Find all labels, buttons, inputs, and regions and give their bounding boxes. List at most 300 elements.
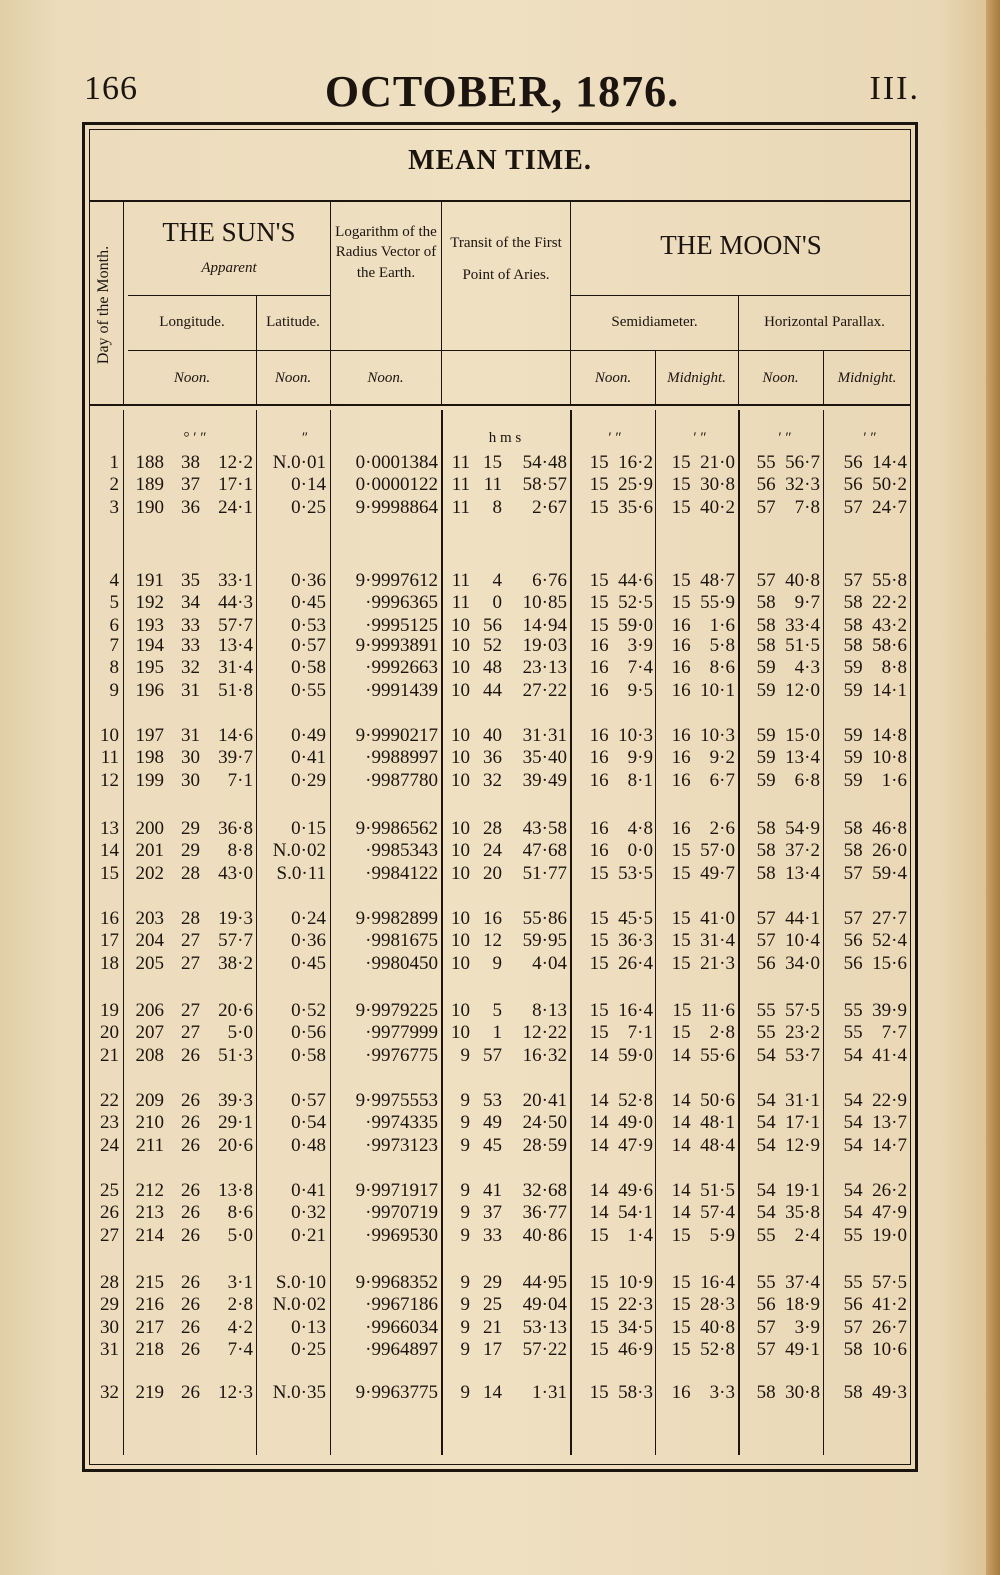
- cell-sn: 15 16·4: [589, 1000, 653, 1021]
- longitude-header: Longitude.: [159, 314, 225, 330]
- cell-lon-m: 38: [181, 452, 200, 473]
- cell-sm: 15 57·0: [671, 840, 735, 862]
- cell-day: 10: [100, 725, 119, 746]
- cell-tr-m: 52: [483, 635, 502, 656]
- cell-day: 16: [100, 908, 119, 929]
- cell-lat: 0·54: [291, 1112, 326, 1134]
- cell-pn: 55 2·4: [756, 1224, 820, 1246]
- cell-pn: 56 32·3: [756, 474, 820, 496]
- cell-sm: 15 2·8: [671, 1022, 735, 1044]
- table-row: [0, 570, 1000, 592]
- col-rule-semi: [738, 295, 739, 404]
- cell-sn: 15 59·0: [589, 614, 653, 636]
- unit-par-noon: ′ ″: [778, 430, 792, 446]
- cell-log: 0·0000122: [355, 474, 438, 496]
- rule-below-title: [89, 200, 911, 202]
- transit-header: Transit of the First Point of Aries.: [450, 235, 562, 283]
- table-row: [0, 1225, 1000, 1247]
- cell-sn: 15 36·3: [589, 930, 653, 952]
- cell-lon-d: 195: [135, 657, 164, 679]
- cell-lon-s: 5·0: [227, 1022, 253, 1044]
- section-number: III.: [869, 70, 920, 107]
- table-row: [0, 770, 1000, 792]
- cell-sm: 15 41·0: [671, 908, 735, 929]
- cell-lon-m: 33: [181, 635, 200, 656]
- table-row: [0, 497, 1000, 519]
- cell-sn: 15 22·3: [589, 1294, 653, 1316]
- cell-lat: 0·36: [291, 930, 326, 952]
- cell-pm: 59 8·8: [843, 657, 907, 679]
- cell-pm: 58 10·6: [843, 1338, 907, 1360]
- cell-sn: 16 9·9: [589, 747, 653, 769]
- cell-lat: 0·15: [291, 818, 326, 839]
- cell-sm: 16 3·3: [671, 1382, 735, 1403]
- cell-log: ·9995125: [365, 614, 438, 636]
- cell-tr-s: 59·95: [522, 930, 567, 952]
- cell-lat: 0·14: [291, 474, 326, 496]
- cell-tr-s: 35·40: [522, 747, 567, 769]
- table-row: [0, 840, 1000, 862]
- cell-sm: 15 5·9: [671, 1224, 735, 1246]
- cell-lon-m: 28: [181, 862, 200, 884]
- rule-subheaders: [128, 350, 911, 351]
- cell-lon-s: 7·4: [227, 1338, 253, 1360]
- cell-lon-d: 219: [135, 1382, 164, 1403]
- table-row: [0, 930, 1000, 952]
- cell-lat: S.0·10: [275, 1272, 326, 1293]
- unit-par-midnight: ′ ″: [863, 430, 877, 446]
- cell-pm: 57 27·7: [843, 908, 907, 929]
- cell-lon-d: 210: [135, 1112, 164, 1134]
- cell-pm: 59 10·8: [843, 747, 907, 769]
- cell-lon-m: 28: [181, 908, 200, 929]
- cell-pm: 57 26·7: [843, 1316, 907, 1338]
- cell-lon-s: 20·6: [218, 1134, 253, 1156]
- cell-lon-d: 208: [135, 1044, 164, 1066]
- cell-tr-s: 58·57: [522, 474, 567, 496]
- cell-sn: 15 10·9: [589, 1272, 653, 1293]
- cell-lon-m: 26: [181, 1044, 200, 1066]
- cell-tr-s: 49·04: [522, 1294, 567, 1316]
- cell-pn: 54 31·1: [756, 1090, 820, 1111]
- cell-tr-h: 10: [451, 840, 470, 862]
- cell-lat: N.0·01: [272, 452, 326, 473]
- cell-tr-m: 40: [483, 725, 502, 746]
- cell-tr-m: 37: [483, 1202, 502, 1224]
- cell-lon-m: 26: [181, 1134, 200, 1156]
- cell-pn: 57 10·4: [756, 930, 820, 952]
- cell-lon-s: 29·1: [218, 1112, 253, 1134]
- cell-pm: 58 46·8: [843, 818, 907, 839]
- cell-sm: 15 40·2: [671, 496, 735, 518]
- cell-pm: 57 59·4: [843, 862, 907, 884]
- cell-pm: 55 7·7: [843, 1022, 907, 1044]
- cell-lon-s: 12·2: [218, 452, 253, 473]
- cell-sn: 14 54·1: [589, 1202, 653, 1224]
- cell-lon-m: 26: [181, 1224, 200, 1246]
- cell-sm: 14 48·4: [671, 1134, 735, 1156]
- table-row: [0, 1202, 1000, 1224]
- cell-sn: 15 34·5: [589, 1316, 653, 1338]
- cell-lon-s: 36·8: [218, 818, 253, 839]
- cell-lon-m: 26: [181, 1112, 200, 1134]
- cell-tr-s: 20·41: [522, 1090, 567, 1111]
- cell-lon-s: 51·8: [218, 679, 253, 701]
- cell-lon-s: 51·3: [218, 1044, 253, 1066]
- cell-pm: 58 26·0: [843, 840, 907, 862]
- cell-lon-s: 19·3: [218, 908, 253, 929]
- cell-lon-s: 13·4: [218, 635, 253, 656]
- cell-lon-d: 216: [135, 1294, 164, 1316]
- lat-noon-label: Noon.: [274, 370, 312, 386]
- cell-tr-h: 11: [451, 474, 470, 496]
- cell-pm: 58 58·6: [843, 635, 907, 656]
- cell-sm: 15 11·6: [672, 1000, 735, 1021]
- cell-tr-m: 12: [483, 930, 502, 952]
- cell-lat: 0·55: [291, 679, 326, 701]
- cell-tr-h: 10: [451, 679, 470, 701]
- cell-tr-m: 29: [483, 1272, 502, 1293]
- cell-lon-d: 211: [136, 1134, 164, 1156]
- cell-lon-m: 34: [181, 592, 200, 614]
- cell-tr-h: 10: [451, 657, 470, 679]
- cell-day: 9: [109, 679, 119, 701]
- cell-sm: 15 48·7: [671, 570, 735, 591]
- cell-lat: 0·41: [291, 1180, 326, 1201]
- cell-lon-m: 37: [181, 474, 200, 496]
- cell-sn: 16 7·4: [589, 657, 653, 679]
- table-row: [0, 908, 1000, 930]
- cell-log: ·9985343: [365, 840, 438, 862]
- cell-day: 3: [109, 496, 119, 518]
- cell-tr-s: 1·31: [532, 1382, 567, 1403]
- cell-day: 21: [100, 1044, 119, 1066]
- cell-lon-m: 27: [181, 1022, 200, 1044]
- cell-tr-m: 4: [492, 570, 502, 591]
- cell-lat: 0·58: [291, 657, 326, 679]
- cell-log: ·9967186: [365, 1294, 438, 1316]
- cell-tr-s: 53·13: [522, 1316, 567, 1338]
- cell-lon-d: 202: [135, 862, 164, 884]
- cell-lon-m: 27: [181, 952, 200, 974]
- cell-tr-m: 0: [492, 592, 502, 614]
- cell-lon-s: 8·8: [227, 840, 253, 862]
- cell-log: ·9980450: [365, 952, 438, 974]
- cell-pm: 56 15·6: [843, 952, 907, 974]
- cell-lat: 0·48: [291, 1134, 326, 1156]
- cell-lon-m: 26: [181, 1202, 200, 1224]
- table-row: [0, 1112, 1000, 1134]
- cell-lon-s: 2·8: [227, 1294, 253, 1316]
- cell-log: ·9974335: [365, 1112, 438, 1134]
- cell-pm: 56 41·2: [843, 1294, 907, 1316]
- cell-lon-s: 12·3: [218, 1382, 253, 1403]
- cell-pn: 57 40·8: [756, 570, 820, 591]
- cell-pn: 58 37·2: [756, 840, 820, 862]
- cell-tr-m: 5: [492, 1000, 502, 1021]
- cell-tr-s: 19·03: [522, 635, 567, 656]
- cell-pm: 58 49·3: [843, 1382, 907, 1403]
- cell-tr-h: 9: [460, 1112, 470, 1134]
- cell-lat: 0·24: [291, 908, 326, 929]
- cell-tr-h: 10: [451, 908, 470, 929]
- cell-day: 11: [100, 747, 119, 769]
- cell-day: 19: [100, 1000, 119, 1021]
- table-row: [0, 1339, 1000, 1361]
- cell-tr-h: 9: [460, 1180, 470, 1201]
- cell-log: ·9970719: [365, 1202, 438, 1224]
- cell-tr-m: 56: [483, 614, 502, 636]
- cell-day: 32: [100, 1382, 119, 1403]
- cell-pm: 54 41·4: [843, 1044, 907, 1066]
- cell-day: 7: [109, 635, 119, 656]
- cell-lon-m: 26: [181, 1338, 200, 1360]
- page-header: [84, 66, 920, 116]
- cell-lon-d: 214: [135, 1224, 164, 1246]
- cell-tr-s: 39·49: [522, 769, 567, 791]
- cell-sn: 14 59·0: [589, 1044, 653, 1066]
- cell-log: 9·9971917: [355, 1180, 438, 1201]
- cell-pm: 54 22·9: [843, 1090, 907, 1111]
- table-row: [0, 1022, 1000, 1044]
- cell-log: ·9991439: [365, 679, 438, 701]
- cell-lon-d: 212: [135, 1180, 164, 1201]
- cell-lon-d: 217: [135, 1316, 164, 1338]
- cell-tr-s: 44·95: [522, 1272, 567, 1293]
- cell-lon-d: 203: [135, 908, 164, 929]
- table-row: [0, 1294, 1000, 1316]
- cell-tr-h: 10: [451, 725, 470, 746]
- cell-pn: 55 23·2: [756, 1022, 820, 1044]
- cell-pm: 56 50·2: [843, 474, 907, 496]
- cell-pm: 54 47·9: [843, 1202, 907, 1224]
- cell-log: ·9987780: [365, 769, 438, 791]
- cell-sm: 15 21·0: [671, 452, 735, 473]
- cell-sn: 15 25·9: [589, 474, 653, 496]
- col-rule-lon: [256, 295, 257, 404]
- cell-pm: 57 24·7: [843, 496, 907, 518]
- table-row: [0, 680, 1000, 702]
- cell-sn: 16 8·1: [589, 769, 653, 791]
- cell-day: 8: [109, 657, 119, 679]
- cell-sm: 15 28·3: [671, 1294, 735, 1316]
- table-row: [0, 615, 1000, 637]
- cell-tr-m: 20: [483, 862, 502, 884]
- table-title: MEAN TIME.: [408, 145, 592, 176]
- cell-tr-s: 43·58: [522, 818, 567, 839]
- cell-pn: 56 18·9: [756, 1294, 820, 1316]
- cell-pm: 57 55·8: [843, 570, 907, 591]
- cell-pn: 57 7·8: [756, 496, 820, 518]
- table-row: [0, 747, 1000, 769]
- cell-log: ·9964897: [365, 1338, 438, 1360]
- cell-lon-m: 33: [181, 614, 200, 636]
- cell-sn: 15 26·4: [589, 952, 653, 974]
- cell-pm: 56 14·4: [843, 452, 907, 473]
- cell-tr-m: 11: [483, 474, 502, 496]
- cell-day: 28: [100, 1272, 119, 1293]
- cell-pn: 59 6·8: [756, 769, 820, 791]
- cell-pm: 59 14·1: [843, 679, 907, 701]
- cell-lon-d: 192: [135, 592, 164, 614]
- cell-log: 9·9998864: [355, 496, 438, 518]
- cell-day: 1: [109, 452, 119, 473]
- cell-sm: 16 9·2: [671, 747, 735, 769]
- cell-lat: 0·29: [291, 769, 326, 791]
- cell-lon-s: 39·3: [218, 1090, 253, 1111]
- cell-tr-h: 11: [451, 496, 470, 518]
- cell-tr-m: 57: [483, 1044, 502, 1066]
- cell-tr-s: 24·50: [522, 1112, 567, 1134]
- cell-lat: 0·45: [291, 592, 326, 614]
- cell-lon-d: 215: [135, 1272, 164, 1293]
- table-row: [0, 725, 1000, 747]
- table-row: [0, 592, 1000, 614]
- cell-lon-d: 198: [135, 747, 164, 769]
- cell-tr-h: 10: [451, 747, 470, 769]
- cell-sn: 15 45·5: [589, 908, 653, 929]
- cell-sm: 15 52·8: [671, 1338, 735, 1360]
- cell-tr-s: 31·31: [522, 725, 567, 746]
- table-row: [0, 1135, 1000, 1157]
- cell-tr-h: 11: [451, 592, 470, 614]
- cell-log: ·9992663: [365, 657, 438, 679]
- par-midnight-label: Midnight.: [837, 370, 897, 386]
- cell-sm: 15 55·9: [671, 592, 735, 614]
- cell-pn: 59 13·4: [756, 747, 820, 769]
- cell-tr-m: 21: [483, 1316, 502, 1338]
- cell-sm: 16 10·1: [671, 679, 735, 701]
- cell-tr-s: 57·22: [522, 1338, 567, 1360]
- cell-tr-m: 36: [483, 747, 502, 769]
- cell-log: 9·9986562: [355, 818, 438, 839]
- cell-lon-s: 3·1: [227, 1272, 253, 1293]
- cell-pm: 58 22·2: [843, 592, 907, 614]
- cell-tr-m: 17: [483, 1338, 502, 1360]
- cell-sn: 15 53·5: [589, 862, 653, 884]
- cell-pm: 54 26·2: [843, 1180, 907, 1201]
- cell-lon-s: 5·0: [227, 1224, 253, 1246]
- unit-transit: h m s: [488, 430, 522, 446]
- cell-lon-d: 205: [135, 952, 164, 974]
- table-row: [0, 818, 1000, 840]
- log-noon-label: Noon.: [367, 370, 404, 386]
- cell-day: 27: [100, 1224, 119, 1246]
- cell-pn: 54 12·9: [756, 1134, 820, 1156]
- cell-lon-m: 26: [181, 1090, 200, 1111]
- cell-tr-h: 10: [451, 818, 470, 839]
- cell-pm: 56 52·4: [843, 930, 907, 952]
- cell-tr-s: 4·04: [532, 952, 567, 974]
- cell-lon-m: 31: [181, 725, 200, 746]
- cell-tr-m: 9: [492, 952, 502, 974]
- cell-log: ·9976775: [365, 1044, 438, 1066]
- cell-sn: 14 47·9: [589, 1134, 653, 1156]
- cell-sm: 16 1·6: [671, 614, 735, 636]
- cell-log: ·9981675: [365, 930, 438, 952]
- cell-lon-d: 188: [135, 452, 164, 473]
- cell-pn: 57 3·9: [756, 1316, 820, 1338]
- cell-sn: 16 3·9: [589, 635, 653, 656]
- cell-sm: 14 57·4: [671, 1202, 735, 1224]
- cell-lat: 0·25: [291, 1338, 326, 1360]
- cell-lon-s: 43·0: [218, 862, 253, 884]
- cell-tr-s: 28·59: [522, 1134, 567, 1156]
- cell-tr-h: 9: [460, 1272, 470, 1293]
- cell-lat: 0·56: [291, 1022, 326, 1044]
- cell-tr-h: 9: [460, 1090, 470, 1111]
- cell-lon-m: 35: [181, 570, 200, 591]
- cell-sm: 16 10·3: [671, 725, 735, 746]
- cell-lon-d: 204: [135, 930, 164, 952]
- cell-lon-s: 44·3: [218, 592, 253, 614]
- cell-lon-d: 200: [135, 818, 164, 839]
- cell-pn: 58 33·4: [756, 614, 820, 636]
- cell-sn: 15 7·1: [589, 1022, 653, 1044]
- cell-sn: 15 52·5: [589, 592, 653, 614]
- cell-tr-s: 12·22: [522, 1022, 567, 1044]
- cell-lon-m: 26: [181, 1294, 200, 1316]
- cell-tr-s: 47·68: [522, 840, 567, 862]
- cell-tr-s: 10·85: [522, 592, 567, 614]
- cell-sm: 15 21·3: [671, 952, 735, 974]
- cell-pm: 59 1·6: [843, 769, 907, 791]
- cell-log: ·9996365: [365, 592, 438, 614]
- cell-log: ·9973123: [365, 1134, 438, 1156]
- cell-sn: 16 9·5: [589, 679, 653, 701]
- cell-tr-h: 11: [451, 570, 470, 591]
- cell-lon-m: 26: [181, 1316, 200, 1338]
- cell-sm: 15 40·8: [671, 1316, 735, 1338]
- cell-log: 9·9997612: [355, 570, 438, 591]
- cell-day: 17: [100, 930, 119, 952]
- cell-lon-s: 33·1: [218, 570, 253, 591]
- col-rule-day: [123, 200, 124, 404]
- cell-pm: 59 14·8: [843, 725, 907, 746]
- cell-tr-s: 23·13: [522, 657, 567, 679]
- table-row: [0, 1317, 1000, 1339]
- cell-lat: 0·57: [291, 635, 326, 656]
- semi-noon-label: Noon.: [594, 370, 632, 386]
- cell-log: 9·9979225: [355, 1000, 438, 1021]
- cell-sn: 16 10·3: [589, 725, 653, 746]
- cell-lon-s: 38·2: [218, 952, 253, 974]
- cell-lon-d: 206: [135, 1000, 164, 1021]
- cell-lon-s: 39·7: [218, 747, 253, 769]
- cell-pm: 55 57·5: [843, 1272, 907, 1293]
- cell-tr-h: 10: [451, 930, 470, 952]
- cell-lon-m: 32: [181, 657, 200, 679]
- cell-sm: 15 16·4: [671, 1272, 735, 1293]
- cell-day: 31: [100, 1338, 119, 1360]
- cell-lon-m: 27: [181, 930, 200, 952]
- cell-sm: 15 31·4: [671, 930, 735, 952]
- cell-lat: N.0·02: [272, 840, 326, 862]
- table-row: [0, 474, 1000, 496]
- lon-noon-label: Noon.: [173, 370, 211, 386]
- cell-tr-h: 9: [460, 1294, 470, 1316]
- cell-log: 9·9968352: [355, 1272, 438, 1293]
- cell-tr-s: 32·68: [522, 1180, 567, 1201]
- cell-sn: 15 1·4: [589, 1224, 653, 1246]
- table-row: [0, 635, 1000, 657]
- cell-sm: 16 6·7: [671, 769, 735, 791]
- cell-tr-m: 15: [483, 452, 502, 473]
- cell-pn: 58 54·9: [756, 818, 820, 839]
- cell-pm: 55 39·9: [843, 1000, 907, 1021]
- cell-tr-m: 24: [483, 840, 502, 862]
- cell-tr-h: 9: [460, 1044, 470, 1066]
